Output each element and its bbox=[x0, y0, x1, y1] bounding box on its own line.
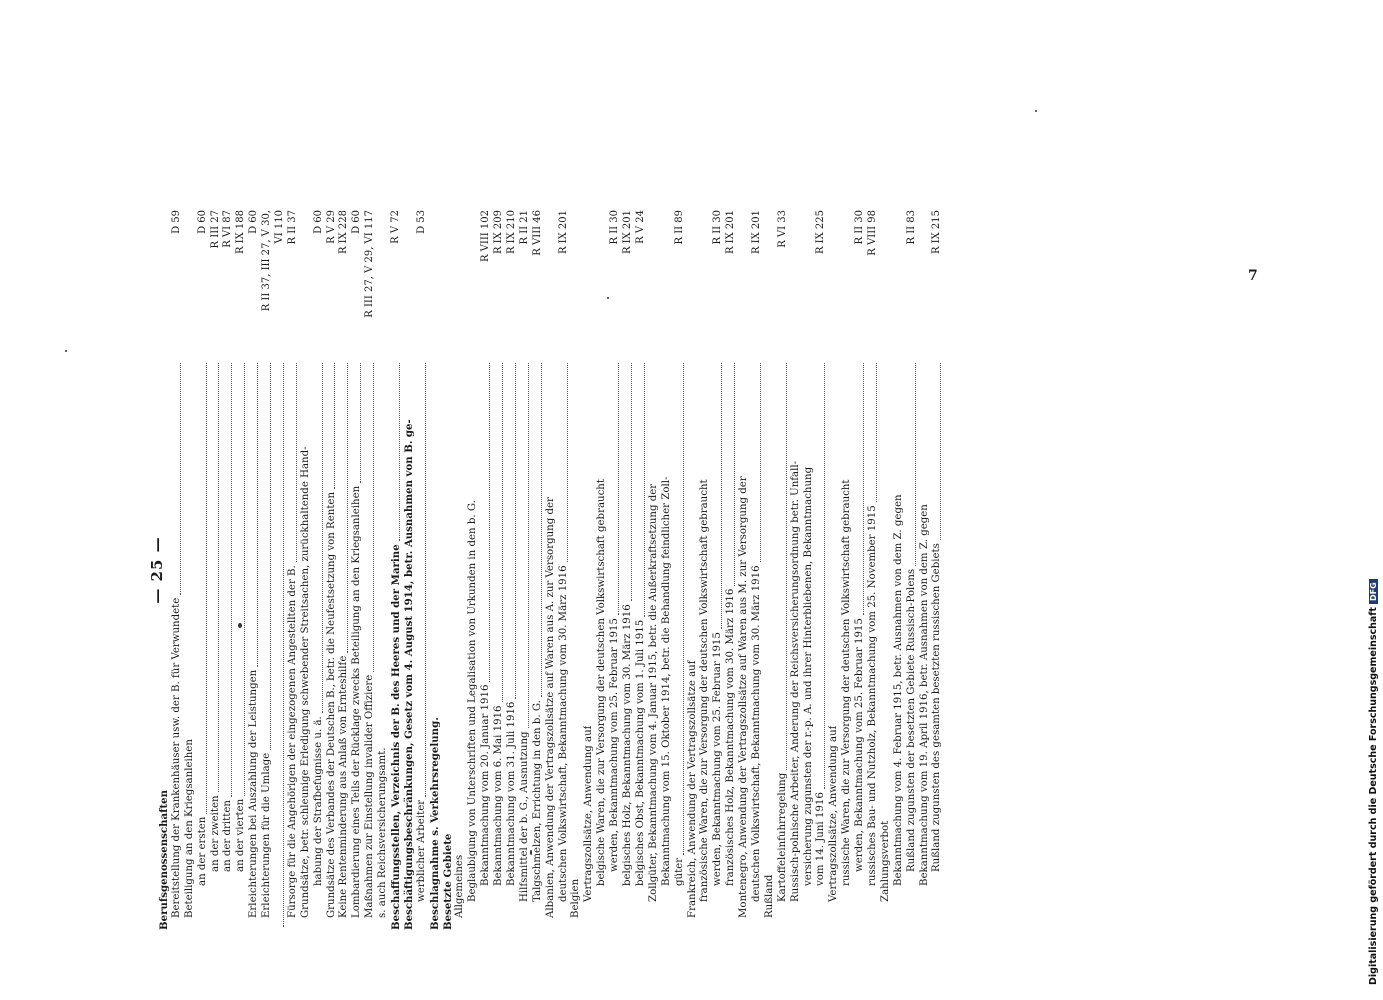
index-entry bbox=[210, 210, 223, 930]
entry-label: an der vierten bbox=[235, 798, 247, 872]
dot-leader bbox=[915, 363, 916, 566]
entry-label: güter bbox=[673, 857, 685, 886]
entry-label: Allgemeines bbox=[454, 854, 466, 918]
index-entry bbox=[519, 210, 532, 930]
index-entry bbox=[854, 210, 867, 930]
entry-reference: R V 24 bbox=[634, 210, 646, 244]
entry-reference: R II 30 bbox=[609, 210, 621, 245]
entry-label: Grundsätze des Verbandes der Deutschen B., betr. die Neufestsetzung von Renten bbox=[325, 491, 337, 918]
entry-reference: R IX 201 bbox=[725, 210, 737, 255]
index-entry bbox=[790, 210, 803, 930]
entry-label: Erleichterungen für die Umlage bbox=[261, 752, 273, 918]
entry-reference: R II 30 bbox=[712, 210, 724, 245]
scan-speck bbox=[65, 350, 67, 352]
dot-leader bbox=[734, 363, 735, 586]
entry-label: Rußland zugunsten des gesamten besetzten russischen Gebiets bbox=[931, 543, 943, 872]
index-entry bbox=[222, 210, 235, 930]
index-entry bbox=[841, 210, 854, 930]
entry-label: Beschäftigungsbeschränkungen, Gesetz vom 4. August 1914, betr. Ausnahmen von B. ge- bbox=[402, 419, 415, 930]
entry-label: Bekanntmachung vom 19. April 1916, betr. Ausnahmen von dem Z. gegen bbox=[918, 504, 930, 886]
entry-reference: D 53 bbox=[415, 210, 427, 234]
index-entry bbox=[197, 210, 210, 930]
entry-label: Vertragszollsätze, Anwendung auf bbox=[583, 725, 595, 902]
dot-leader bbox=[786, 363, 787, 770]
entry-reference: R V 72 bbox=[390, 210, 402, 244]
entry-label: werden, Bekanntmachung vom 25. Februar 1915 bbox=[854, 618, 866, 872]
dot-leader bbox=[206, 363, 207, 814]
index-entry bbox=[777, 210, 790, 930]
index-entry bbox=[764, 210, 777, 930]
entry-reference: R IX 201 bbox=[557, 210, 569, 255]
entry-label: Montenegro, Anwendung der Vertragszollsätze auf Waren aus M. zur Versorgung der bbox=[738, 476, 750, 918]
index-entry bbox=[751, 210, 764, 930]
index-entry bbox=[867, 210, 880, 930]
dot-leader bbox=[334, 363, 335, 489]
entry-reference: R II 37, III 27, V 30, bbox=[261, 210, 273, 312]
index-entry bbox=[184, 210, 197, 930]
index-entry bbox=[699, 210, 712, 930]
index-entry bbox=[815, 210, 828, 930]
dot-leader bbox=[257, 363, 258, 667]
index-entry bbox=[880, 210, 893, 930]
index-entry bbox=[906, 210, 919, 930]
entry-label: Rußland zugunsten der besetzten Gebiete Russisch-Polens bbox=[905, 568, 917, 872]
index-entry bbox=[235, 210, 248, 930]
dot-leader bbox=[567, 363, 568, 562]
entry-label: Berufsgenossenschaften bbox=[157, 789, 170, 930]
entry-label: Rußland bbox=[763, 874, 775, 918]
entry-label: werden, Bekanntmachung vom 25. Februar 1915 bbox=[609, 618, 621, 872]
entry-label: Bekanntmachung vom 4. Februar 1915, betr. Ausnahmen von dem Z. gegen bbox=[892, 494, 904, 886]
index-entry bbox=[532, 210, 545, 930]
funding-note-text: Digitalisierung gefördert durch die Deutsche Forschungsgemeinschaft bbox=[1368, 607, 1379, 985]
entry-reference: R IX 188 bbox=[235, 210, 247, 255]
index-entry bbox=[828, 210, 841, 930]
dot-leader bbox=[231, 363, 232, 797]
dot-leader bbox=[180, 363, 181, 595]
index-entry bbox=[403, 210, 416, 930]
entry-reference: D 60 bbox=[248, 210, 260, 234]
dot-leader bbox=[876, 363, 877, 502]
index-entry bbox=[158, 210, 171, 930]
index-entry bbox=[545, 210, 558, 930]
entry-reference: R VIII 46 bbox=[531, 210, 543, 256]
entry-label: Bekanntmachung vom 31. Juli 1916 bbox=[506, 701, 518, 886]
entry-reference: R IX 210 bbox=[506, 210, 518, 255]
dot-leader bbox=[244, 363, 245, 796]
entry-label: an der ersten bbox=[196, 816, 208, 886]
entry-reference: R II 37 bbox=[286, 210, 298, 245]
entry-label: Bekanntmachung vom 15. Oktober 1914, betr. die Behandlung feindlicher Zoll- bbox=[660, 476, 672, 886]
index-entry bbox=[558, 210, 571, 930]
entry-label: belgische Waren, die zur Versorgung der deutschen Volkswirtschaft gebraucht bbox=[596, 479, 608, 886]
index-entry bbox=[571, 210, 584, 930]
entry-label: Beschaffungsstellen, Verzeichnis der B. des Heeres und der Marine bbox=[390, 544, 403, 930]
entry-label: Talgschmelzen, Errichtung in den b. G. bbox=[531, 700, 543, 902]
entry-label: Grundsätze, betr. schleunige Erledigung schwebender Streitsachen, zurückhaltende Hand- bbox=[299, 446, 311, 918]
funding-note bbox=[1368, 579, 1379, 985]
dot-leader bbox=[824, 363, 825, 789]
entry-label: vom 14. Juni 1916 bbox=[815, 792, 827, 886]
page-number: — 25 — bbox=[148, 536, 166, 604]
entry-label: s. auch Reichsversicherungsamt. bbox=[377, 747, 389, 918]
entry-label: Beteiligung an den Kriegsanleihen bbox=[183, 739, 195, 918]
dot-leader bbox=[218, 363, 219, 792]
index-entry bbox=[416, 210, 429, 930]
index-entry bbox=[248, 210, 261, 930]
index-entry bbox=[609, 210, 622, 930]
entry-reference: R IX 209 bbox=[493, 210, 505, 255]
dot-leader bbox=[283, 363, 284, 927]
index-entry bbox=[931, 210, 944, 930]
dot-leader bbox=[296, 363, 297, 562]
entry-reference: R VI 87 bbox=[222, 210, 234, 248]
entry-reference: R II 30 bbox=[854, 210, 866, 245]
entry-label: Besetzte Gebiete bbox=[441, 833, 454, 930]
index-entry bbox=[635, 210, 648, 930]
entry-label: Hilfsmittel der b. G., Ausnutzung bbox=[518, 731, 530, 902]
entry-label: russisches Bau- und Nutzholz, Bekanntmachung vom 25. November 1915 bbox=[866, 505, 878, 886]
entry-reference: R III 27, V 29, VI 117 bbox=[364, 210, 376, 318]
entry-reference: D 60 bbox=[312, 210, 324, 234]
dot-leader bbox=[347, 363, 348, 653]
entry-label: französisches Holz, Bekanntmachung vom 30. März 1916 bbox=[725, 588, 737, 886]
signature-mark: 7 bbox=[1248, 268, 1258, 284]
entry-label: französische Waren, die zur Versorgung der deutschen Volkswirtschaft gebraucht bbox=[699, 479, 711, 902]
index-entry bbox=[493, 210, 506, 930]
dot-leader bbox=[528, 363, 529, 728]
entry-label: Bekanntmachung vom 20. Januar 1916 bbox=[480, 684, 492, 886]
entry-label: Zahlungsverbot bbox=[879, 820, 891, 902]
index-entry bbox=[351, 210, 364, 930]
entry-label: Maßnahmen zur Einstellung invalider Offiziere bbox=[364, 674, 376, 918]
dot-leader bbox=[399, 363, 400, 541]
index-entry bbox=[171, 210, 184, 930]
entry-reference: R VIII 98 bbox=[866, 210, 878, 256]
entry-reference: D 60 bbox=[196, 210, 208, 234]
index-entry bbox=[661, 210, 674, 930]
index-entry bbox=[454, 210, 467, 930]
entry-label: werden, Bekanntmachung vom 25. Februar 1915 bbox=[712, 632, 724, 886]
entry-reference: R VIII 102 bbox=[480, 210, 492, 263]
index-entry bbox=[583, 210, 596, 930]
dot-leader bbox=[322, 363, 323, 713]
index-entry bbox=[712, 210, 725, 930]
dot-leader bbox=[515, 363, 516, 699]
dot-leader bbox=[270, 363, 271, 750]
entry-reference: VI 110 bbox=[274, 210, 285, 244]
entry-label: deutschen Volkswirtschaft, Bekanntmachung vom 30. März 1916 bbox=[557, 565, 569, 902]
dot-leader bbox=[631, 363, 632, 601]
entry-reference: R III 27 bbox=[209, 210, 221, 249]
index-entry bbox=[390, 210, 403, 930]
index-entry bbox=[467, 210, 480, 930]
index-entry bbox=[725, 210, 738, 930]
index-entry bbox=[429, 210, 442, 930]
dot-leader bbox=[618, 363, 619, 615]
dfg-logo: DFG bbox=[1369, 579, 1378, 604]
entry-label: habung der Strafbefugnisse u. ä. bbox=[312, 716, 324, 886]
index-entry bbox=[274, 210, 287, 930]
entry-label: Beschlagnahme s. Verkehrsregelung. bbox=[428, 717, 441, 930]
index-entry bbox=[326, 210, 339, 930]
entry-label: werblicher Arbeiter bbox=[415, 799, 427, 902]
entry-reference: D 60 bbox=[351, 210, 363, 234]
index-entry bbox=[287, 210, 300, 930]
dot-leader bbox=[502, 363, 503, 702]
entry-label: Lombardierung eines Teils der Rücklage zwecks Beteiligung an den Kriegsanleihen bbox=[351, 485, 363, 918]
entry-label: Vertragszollsätze, Anwendung auf bbox=[828, 725, 840, 902]
entry-reference: R IX 215 bbox=[931, 210, 943, 255]
entry-reference: R IX 225 bbox=[815, 210, 827, 255]
entry-reference: R II 89 bbox=[673, 210, 685, 245]
dot-leader bbox=[373, 363, 374, 672]
entry-label: belgisches Holz, Bekanntmachung vom 30. März 1916 bbox=[622, 604, 634, 886]
dot-leader bbox=[721, 363, 722, 629]
index-entry bbox=[300, 210, 313, 930]
scan-speck bbox=[607, 297, 609, 299]
entry-reference: R IX 201 bbox=[622, 210, 634, 255]
index-entry bbox=[803, 210, 816, 930]
entry-label: Erleichterungen bei Auszahlung der Leistungen bbox=[248, 669, 260, 918]
scan-speck bbox=[238, 623, 242, 628]
dot-leader bbox=[541, 363, 542, 697]
entry-label: an der dritten bbox=[222, 800, 234, 872]
entry-label: Albanien, Anwendung der Vertragszollsätze auf Waren aus A. zur Versorgung der bbox=[544, 497, 556, 918]
index-entry bbox=[687, 210, 700, 930]
index-entry bbox=[622, 210, 635, 930]
dot-leader bbox=[760, 363, 761, 562]
entry-label: Beglaubigung von Unterschriften und Legalisation von Urkunden in den b. G. bbox=[467, 500, 479, 902]
entry-label: Fürsorge für die Angehörigen der eingezogenen Angestellten der B. bbox=[286, 565, 298, 918]
index-entry bbox=[338, 210, 351, 930]
entry-label: Kartoffeleinfuhrregelung bbox=[776, 772, 788, 902]
dot-leader bbox=[940, 363, 941, 540]
entry-label: versicherung zugunsten der r.-p. A. und ihrer Hinterbliebenen, Bekanntmachung bbox=[802, 466, 814, 886]
scan-speck bbox=[530, 850, 532, 855]
dot-leader bbox=[360, 363, 361, 483]
index-entry bbox=[919, 210, 932, 930]
entry-reference: R V 29 bbox=[325, 210, 337, 244]
entry-label: Bekanntmachung vom 6. Mai 1916 bbox=[493, 705, 505, 886]
entry-reference: R II 21 bbox=[518, 210, 530, 245]
index-entry bbox=[596, 210, 609, 930]
entry-label: russische Waren, die zur Versorgung der deutschen Volkswirtschaft gebraucht bbox=[841, 479, 853, 886]
entry-label: deutschen Volkswirtschaft, Bekanntmachung vom 30. März 1916 bbox=[750, 565, 762, 902]
entry-label: Bereitstellung der Krankenhäuser usw. der B. für Verwundete bbox=[170, 597, 182, 918]
entry-reference: R IX 201 bbox=[750, 210, 762, 255]
dot-leader bbox=[863, 363, 864, 615]
entry-label: Belgien bbox=[570, 878, 582, 918]
index-entry bbox=[506, 210, 519, 930]
index-entry-list bbox=[158, 210, 944, 930]
entry-label: Keine Rentenminderung aus Anlaß von Ernteshilfe bbox=[338, 655, 350, 918]
index-entry bbox=[364, 210, 377, 930]
dot-leader bbox=[489, 363, 490, 682]
entry-label: Zollgüter, Bekanntmachung vom 4. Januar 1915, betr. die Außerkraftsetzung der bbox=[647, 483, 659, 902]
entry-reference: D 59 bbox=[170, 210, 182, 234]
index-entry bbox=[893, 210, 906, 930]
entry-label: belgisches Obst, Bekanntmachung vom 1. Juli 1915 bbox=[634, 619, 646, 886]
index-entry bbox=[442, 210, 455, 930]
entry-reference: R II 83 bbox=[905, 210, 917, 245]
index-entry bbox=[480, 210, 493, 930]
dot-leader bbox=[425, 363, 426, 797]
index-entry bbox=[738, 210, 751, 930]
index-entry bbox=[377, 210, 390, 930]
entry-label: Frankreich, Anwendung der Vertragszollsätze auf bbox=[686, 660, 698, 918]
index-entry bbox=[313, 210, 326, 930]
index-entry bbox=[261, 210, 274, 930]
dot-leader bbox=[683, 363, 684, 855]
index-entry bbox=[674, 210, 687, 930]
entry-reference: R IX 228 bbox=[338, 210, 350, 255]
entry-reference: R VI 33 bbox=[776, 210, 788, 248]
index-entry bbox=[648, 210, 661, 930]
dot-leader bbox=[644, 363, 645, 617]
entry-label: Russisch-polnische Arbeiter, Änderung der Reichsversicherungsordnung betr. Unfall- bbox=[789, 460, 801, 902]
rotated-index-page bbox=[150, 210, 1265, 930]
scan-speck bbox=[1035, 110, 1037, 112]
entry-label: an der zweiten bbox=[209, 795, 221, 872]
